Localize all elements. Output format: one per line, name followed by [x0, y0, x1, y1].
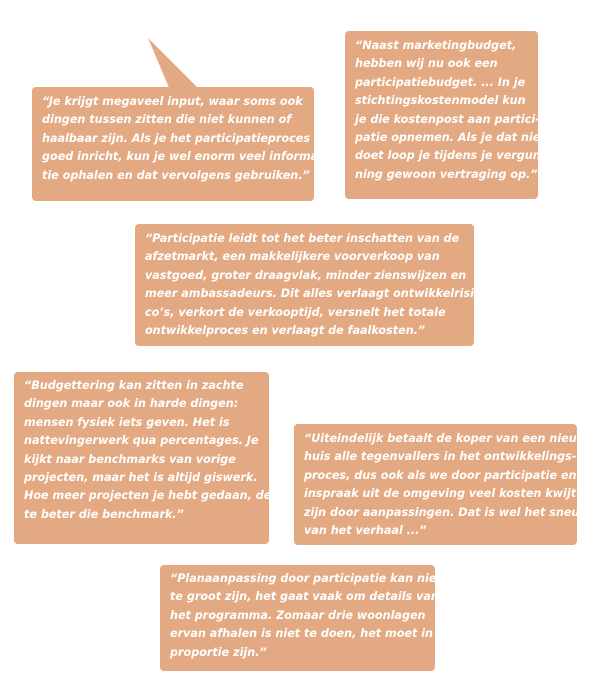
quote-line: afzetmarkt, een makkelijkere voorverkoop van [145, 250, 440, 264]
quote-line: stichtingskostenmodel kun [355, 94, 526, 108]
quote-bubble-budget [345, 31, 546, 199]
quote-line: te groot zijn, het gaat vaak om details van [170, 590, 439, 604]
quote-line: proportie zijn.” [170, 645, 267, 659]
quote-line: je die kostenpost aan partici- [355, 112, 540, 126]
quote-bubble-input [32, 87, 323, 201]
quote-line: zijn door aanpassingen. Dat is wel het sneue [304, 505, 587, 519]
quote-line: ervan afhalen is niet te doen, het moet in [170, 627, 434, 641]
quote-line: meer ambassadeurs. Dit alles verlaagt ontwikkelrisi- [145, 287, 479, 301]
quote-line: het programma. Zomaar drie woonlagen [170, 608, 426, 622]
quote-line: mensen fysiek iets geven. Het is [24, 415, 230, 429]
quote-line: van het verhaal ...” [304, 524, 427, 538]
quote-line: nattevingerwerk qua percentages. Je [24, 434, 259, 448]
quote-line: kijkt naar benchmarks van vorige [24, 452, 236, 466]
quote-line: ning gewoon vertraging op.” [355, 167, 538, 181]
quote-bubble-koper [294, 424, 588, 545]
quote-line: huis alle tegenvallers in het ontwikkelings- [304, 450, 577, 464]
quote-line: Hoe meer projecten je hebt gedaan, des [24, 489, 279, 503]
quote-line: te beter die benchmark.” [24, 507, 184, 521]
quote-line: ontwikkelproces en verlaagt de faalkosten.” [145, 324, 426, 338]
quote-line: “Naast marketingbudget, [355, 39, 517, 52]
quote-bubble-budgettering [14, 372, 279, 544]
quote-line: haalbaar zijn. Als je het participatieproces [42, 131, 311, 145]
quote-line: inspraak uit de omgeving veel kosten kwijt [304, 487, 577, 501]
quote-line: dingen tussen zitten die niet kunnen of [42, 113, 292, 127]
quote-line: “Uiteindelijk betaalt de koper van een nieuw [304, 432, 588, 445]
quote-line: doet loop je tijdens je vergun- [355, 149, 546, 163]
quote-line: vastgoed, groter draagvlak, minder zienswijzen en [145, 268, 467, 282]
quote-bubble-participatie [135, 224, 479, 346]
quote-line: “Je krijgt megaveel input, waar soms ook [42, 95, 303, 108]
quote-bubble-planaanpassing [160, 565, 442, 671]
quote-line: hebben wij nu ook een [355, 57, 498, 71]
quote-line: “Budgettering kan zitten in zachte [24, 379, 244, 392]
quote-line: participatiebudget. ... In je [355, 75, 526, 89]
quote-line: “Participatie leidt tot het beter inschatten van de [145, 232, 460, 245]
quote-line: “Planaanpassing door participatie kan niet [170, 572, 442, 585]
quote-line: patie opnemen. Als je dat niet [355, 131, 546, 145]
quote-line: goed inricht, kun je wel enorm veel informa- [42, 150, 323, 164]
quote-line: co’s, verkort de verkooptijd, versnelt het totale [145, 305, 446, 319]
quote-line: tie ophalen en dat vervolgens gebruiken.” [42, 168, 310, 182]
quote-line: dingen maar ook in harde dingen: [24, 397, 239, 411]
quote-line: projecten, maar het is altijd giswerk. [24, 471, 258, 485]
quote-line: proces, dus ook als we door participatie en [304, 468, 577, 482]
